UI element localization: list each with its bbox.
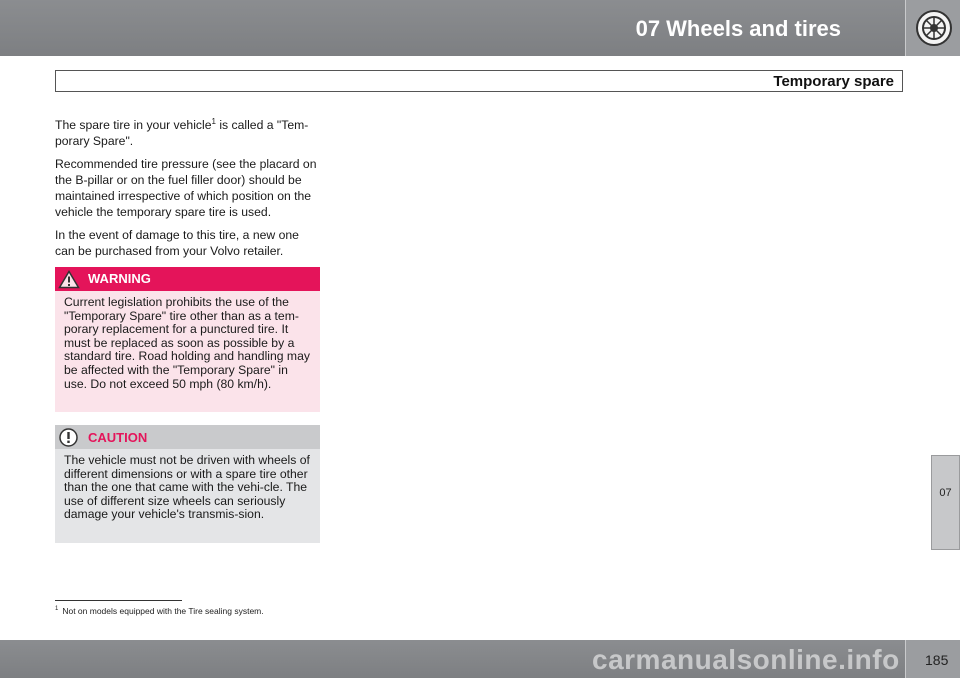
footnote-text: Not on models equipped with the Tire sealing system. — [62, 606, 264, 616]
caution-title: CAUTION — [88, 430, 148, 445]
chapter-tab[interactable] — [931, 455, 960, 550]
footnote-marker: 1 — [55, 606, 59, 613]
caution-text: The vehicle must not be driven with wheels of different dimensions or with a spare tire other than the one that came with the vehi-cle. The use of different size wheels can seriously damage your vehicle's transmis-sion. — [64, 453, 310, 522]
header-bar — [0, 0, 905, 56]
warning-title: WARNING — [88, 271, 151, 286]
section-title-box — [55, 70, 903, 92]
warning-triangle-icon — [58, 270, 80, 294]
footnote — [55, 606, 264, 616]
warning-header — [55, 267, 320, 291]
exclamation-circle-icon — [58, 427, 79, 453]
chapter-title: 07 Wheels and tires — [635, 16, 841, 41]
chapter-tab-label: 07 — [939, 487, 952, 499]
paragraph-2: Recommended tire pressure (see the placard on the B-pillar or on the fuel filler door) should be maintained irrespective of which position on the vehicle the temporary spare tire is used. — [55, 157, 317, 220]
watermark: carmanualsonline.info — [592, 644, 900, 675]
tire-icon — [905, 0, 960, 56]
caution-box — [55, 425, 320, 543]
caution-header — [55, 425, 320, 449]
page-number: 185 — [925, 652, 949, 668]
paragraph-1: The spare tire in your vehicle$^1$ is called a "Tem-porary Spare". — [55, 117, 309, 149]
body-text — [55, 114, 320, 266]
footnote-ref[interactable]: 1 — [211, 117, 216, 126]
warning-box — [55, 267, 320, 412]
paragraph-3: In the event of damage to this tire, a new one can be purchased from your Volvo retailer. — [55, 228, 299, 259]
warning-text: Current legislation prohibits the use of the "Temporary Spare" tire other than as a tem-porary replacement for a punctured tire. It must be replaced as soon as possible by a standard tire. Road holding and handling may be affected with the "Temporary Spare" in use. Do not exceed 50 mph (80 km/h). — [64, 295, 310, 391]
section-title: Temporary spare — [773, 73, 894, 90]
footnote-divider — [55, 600, 182, 601]
